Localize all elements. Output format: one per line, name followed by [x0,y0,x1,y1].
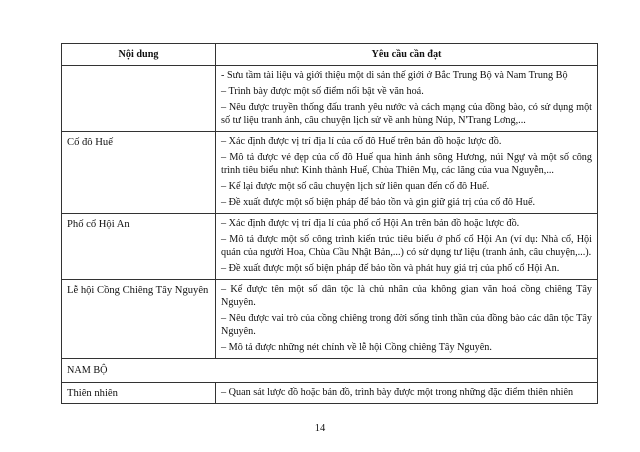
requirement-item: – Đề xuất được một số biện pháp để bảo tồn và phát huy giá trị của phố cổ Hội An. [221,262,560,274]
table-row [62,280,598,359]
row-topic: Thiên nhiên [62,383,216,404]
requirement-item: – Kể được tên một số dân tộc là chủ nhân của không gian văn hoá cồng chiêng Tây Nguyên. [221,283,592,308]
row-requirements [216,280,598,359]
row-requirements [216,66,598,132]
requirement-item: – Nêu được truyền thống đấu tranh yêu nước và cách mạng của đồng bào, có sử dụng một số tư liệu tranh ảnh, câu chuyện lịch sử về anh hùng Núp, N'Trang Lơng,... [221,101,592,126]
row-requirements [216,383,598,404]
row-topic [62,66,216,132]
row-topic: Cố đô Huế [62,132,216,214]
table-row [62,214,598,280]
header-requirements: Yêu cầu cần đạt [216,44,598,66]
header-content: Nội dung [62,44,216,66]
section-label: NAM BỘ [62,359,598,383]
requirement-item: – Mô tả được một số công trình kiến trúc tiêu biểu ở phố cổ Hội An (ví dụ: Nhà cổ, Hội quán của người Hoa, Chùa Cầu Nhật Bản,...) có sử dụng tư liệu (tranh ảnh, câu chuyện,...). [221,233,592,258]
requirement-item: – Quan sát lược đồ hoặc bản đồ, trình bày được một trong những đặc điểm thiên nhiên [221,386,574,398]
row-requirements [216,214,598,280]
requirement-item: – Đề xuất được một số biện pháp để bảo tồn và gìn giữ giá trị của cố đô Huế. [221,196,536,208]
requirement-item: – Xác định được vị trí địa lí của cố đô Huế trên bản đồ hoặc lược đồ. [221,135,502,147]
row-requirements [216,132,598,214]
table-row [62,132,598,214]
requirement-item: – Trình bày được một số điểm nổi bật về văn hoá. [221,85,424,97]
table-header-row [62,44,598,66]
row-topic: Phố cổ Hội An [62,214,216,280]
table-row [62,66,598,132]
requirement-item: – Nêu được vai trò của cồng chiêng trong đời sống tinh thần của đồng bào các dân tộc Tây Nguyên. [221,312,592,337]
requirement-item: – Mô tả được những nét chính về lễ hội Cồng chiêng Tây Nguyên. [221,341,492,353]
requirement-item: - Sưu tầm tài liệu và giới thiệu một di sản thế giới ở Bắc Trung Bộ và Nam Trung Bộ [221,69,568,81]
section-row [62,359,598,383]
table-row [62,383,598,404]
requirement-item: – Xác định được vị trí địa lí của phố cổ Hội An trên bản đồ hoặc lược đồ. [221,217,520,229]
curriculum-table [61,43,598,404]
page-number: 14 [314,423,326,434]
requirement-item: – Mô tả được vẻ đẹp của cố đô Huế qua hình ảnh sông Hương, núi Ngự và một số công trình tiêu biểu như: Kinh thành Huế, Chùa Thiên Mụ, các lăng của vua Nguyễn,... [221,151,592,176]
requirement-item: – Kể lại được một số câu chuyện lịch sử liên quan đến cố đô Huế. [221,180,490,192]
row-topic: Lễ hội Cồng Chiêng Tây Nguyên [62,280,216,359]
